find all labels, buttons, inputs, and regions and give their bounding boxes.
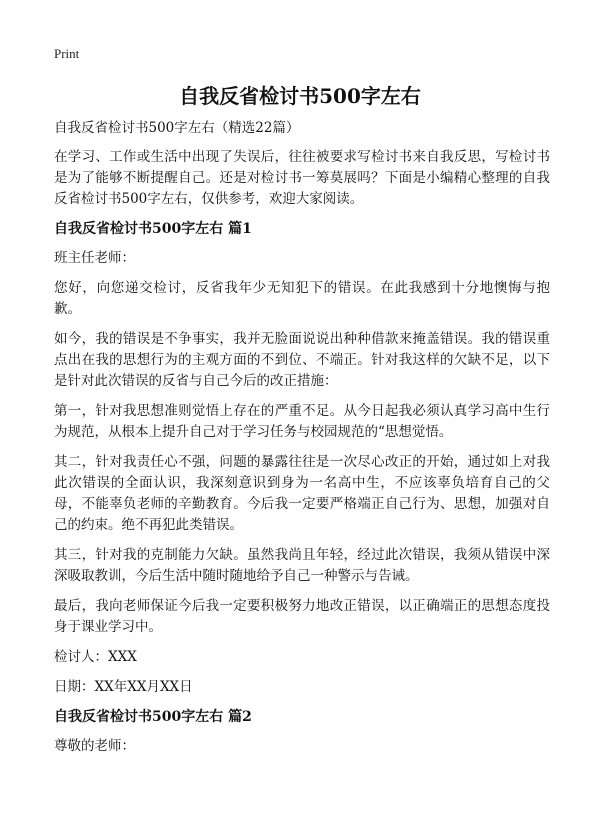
section-2-heading: 自我反省检讨书500字左右 篇2 (54, 709, 252, 725)
document-subtitle: 自我反省检讨书500字左右（精选22篇） (54, 120, 300, 136)
section-1-paragraph: 其二，针对我责任心不强，问题的暴露往往是一次尽心改正的开始，通过如上对我此次错误的全面认识，我深刻意识到身为一名高中生，不应该辜负培育自己的父母，不能辜负老师的辛勤教育。今后我一定要严格端正自己行为、思想，加强对自己的约束。绝不再犯此类错误。 (54, 454, 550, 533)
print-label[interactable]: Print (54, 46, 80, 61)
intro-paragraph: 在学习、工作或生活中出现了失误后，往往被要求写检讨书来自我反思，写检讨书是为了能够不断提醒自己。还是对检讨书一筹莫展吗？下面是小编精心整理的自我反省检讨书500字左右，仅供参考，欢迎大家阅读。 (54, 149, 550, 207)
section-1-signature: 检讨人：XXX (54, 649, 137, 665)
section-1-paragraph: 您好，向您递交检讨，反省我年少无知犯下的错误。在此我感到十分地懊悔与抱歉。 (54, 280, 550, 317)
section-1-paragraph: 第一，针对我思想准则觉悟上存在的严重不足。从今日起我必须认真学习高中生行为规范，从根本上提升自己对于学习任务与校园规范的“思想觉悟。 (54, 403, 550, 440)
page-title: 自我反省检讨书500字左右 (179, 84, 421, 108)
section-2-greeting: 尊敬的老师： (54, 738, 135, 754)
section-1-paragraph: 其三，针对我的克制能力欠缺。虽然我尚且年轻，经过此次错误，我须从错误中深深吸取教训，今后生活中随时随地给予自己一种警示与告诫。 (54, 547, 550, 584)
section-1-date: 日期：XX年XX月XX日 (54, 679, 193, 695)
section-1-heading: 自我反省检讨书500字左右 篇1 (54, 221, 252, 237)
section-1-paragraph: 最后，我向老师保证今后我一定要积极努力地改正错误，以正确端正的思想态度投身于课业学习中。 (54, 598, 550, 635)
section-1-paragraph: 如今，我的错误是不争事实，我并无脸面说说出种种借款来掩盖错误。我的错误重点出在我的思想行为的主观方面的不到位、不端正。针对我这样的欠缺不足，以下是针对此次错误的反省与自己今后的改正措施： (54, 331, 550, 389)
section-1-greeting: 班主任老师： (54, 250, 135, 266)
document-body (54, 118, 550, 766)
